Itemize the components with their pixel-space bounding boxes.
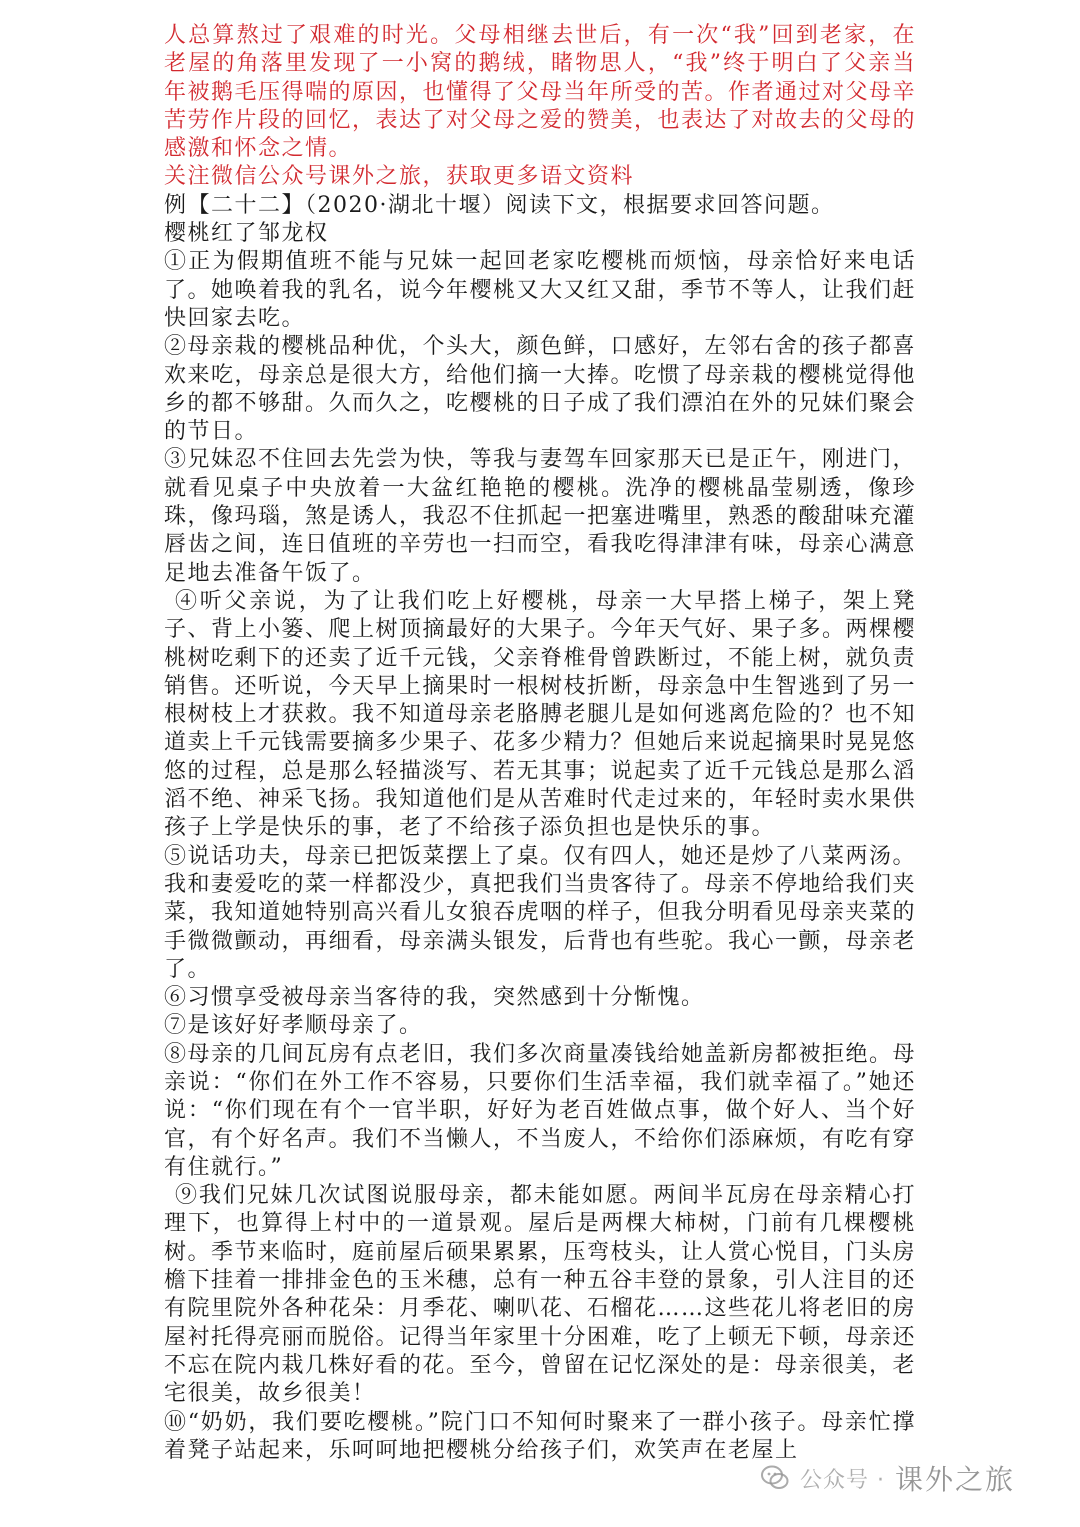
example-heading: 例【二十二】（2020·湖北十堰）阅读下文，根据要求回答问题。 — [164, 192, 835, 218]
summary-paragraph: 人总算熬过了艰难的时光。父母相继去世后，有一次“我”回到老家，在老屋的角落里发现了一小窝的鹅绒，睹物思人，“我”终于明白了父亲当年被鹅毛压得喘的原因，也懂得了父母当年所受的苦。作者通过对父母辛苦劳作片段的回忆，表达了对父母之爱的赞美，也表达了对故去的父母的感激和怀念之情。 — [164, 23, 917, 162]
wechat-bubble-icon — [760, 1463, 790, 1493]
paragraph-2: ②母亲栽的樱桃品种优，个头大，颜色鲜，口感好，左邻右舍的孩子都喜欢来吃，母亲总是很大方，给他们摘一大捧。吃惯了母亲栽的樱桃觉得他乡的都不够甜。久而久之，吃樱桃的日子成了我们漂泊在外的兄妹们聚会的节日。 — [164, 334, 917, 445]
paragraph-10: ⑩“奶奶，我们要吃樱桃。”院门口不知何时聚来了一群小孩子。母亲忙撑着凳子站起来，乐呵呵地把樱桃分给孩子们，欢笑声在老屋上 — [164, 1409, 916, 1463]
article-title: 樱桃红了邹龙权 — [164, 221, 329, 247]
article-page — [164, 22, 916, 1465]
paragraph-4: ④听父亲说，为了让我们吃上好樱桃，母亲一大早搭上梯子，架上凳子、背上小篓、爬上树顶摘最好的大果子。今年天气好、果子多。两棵樱桃树吃剩下的还卖了近千元钱，父亲脊椎骨曾跌断过，不能上树，就负责销售。还听说，今天早上摘果时一根树枝折断，母亲急中生智逃到了另一根树枝上才获救。我不知道母亲老胳膊老腿儿是如何逃离危险的？也不知道卖上千元钱需要摘多少果子、花多少精力？但她后来说起摘果时晃晃悠悠的过程，总是那么轻描淡写、若无其事；说起卖了近千元钱总是那么滔滔不绝、神采飞扬。我知道他们是从苦难时代走过来的，年轻时卖水果供孩子上学是快乐的事，老了不给孩子添负担也是快乐的事。 — [164, 588, 917, 841]
paragraph-7: ⑦是该好好孝顺母亲了。 — [164, 1013, 423, 1039]
watermark-prefix: 公众号 · — [800, 1467, 885, 1493]
paragraph-9: ⑨我们兄妹几次试图说服母亲，都未能如愿。两间半瓦房在母亲精心打理下，也算得上村中的一道景观。屋后是两棵大柿树，门前有几棵樱桃树。季节来临时，庭前屋后硕果累累，压弯枝头，让人赏心悦目，门头房檐下挂着一排排金色的玉米穗，总有一种五谷丰登的景象，引人注目的还有院里院外各种花朵：月季花、喇叭花、石榴花……这些花儿将老旧的房屋衬托得亮丽而脱俗。记得当年家里十分困难，吃了上顿无下顿，母亲还不忘在院内栽几株好看的花。至今，曾留在记忆深处的是：母亲很美，老宅很美，故乡很美！ — [164, 1183, 917, 1407]
wechat-watermark — [760, 1448, 1015, 1508]
paragraph-5: ⑤说话功夫，母亲已把饭菜摆上了桌。仅有四人，她还是炒了八菜两汤。我和妻爱吃的菜一样都没少，真把我们当贵客待了。母亲不停地给我们夹菜，我知道她特别高兴看儿女狼吞虎咽的样子，但我分明看见母亲夹菜的手微微颤动，再细看，母亲满头银发，后背也有些驼。我心一颤，母亲老了。 — [164, 843, 917, 982]
paragraph-3: ③兄妹忍不住回去先尝为快，等我与妻驾车回家那天已是正午，刚进门，就看见桌子中央放着一大盆红艳艳的樱桃。洗净的樱桃晶莹剔透，像珍珠，像玛瑙，煞是诱人，我忍不住抓起一把塞进嘴里，熟悉的酸甜味充灌唇齿之间，连日值班的辛劳也一扫而空，看我吃得津津有味，母亲心满意足地去准备午饭了。 — [164, 447, 917, 586]
paragraph-6: ⑥习惯享受被母亲当客待的我，突然感到十分惭愧。 — [164, 985, 705, 1011]
paragraph-1: ①正为假期值班不能与兄妹一起回老家吃樱桃而烦恼，母亲恰好来电话了。她唤着我的乳名，说今年樱桃又大又红又甜，季节不等人，让我们赶快回家去吃。 — [164, 249, 917, 331]
paragraph-8: ⑧母亲的几间瓦房有点老旧，我们多次商量凑钱给她盖新房都被拒绝。母亲说：“你们在外工作不容易，只要你们生活幸福，我们就幸福了。”她还说：“你们现在有个一官半职，好好为老百姓做点事，做个好人、当个好官，有个好名声。我们不当懒人，不当废人，不给你们添麻烦，有吃有穿有住就行。” — [164, 1041, 917, 1180]
promo-line: 关注微信公众号课外之旅，获取更多语文资料 — [164, 164, 635, 190]
watermark-name: 课外之旅 — [895, 1463, 1016, 1496]
